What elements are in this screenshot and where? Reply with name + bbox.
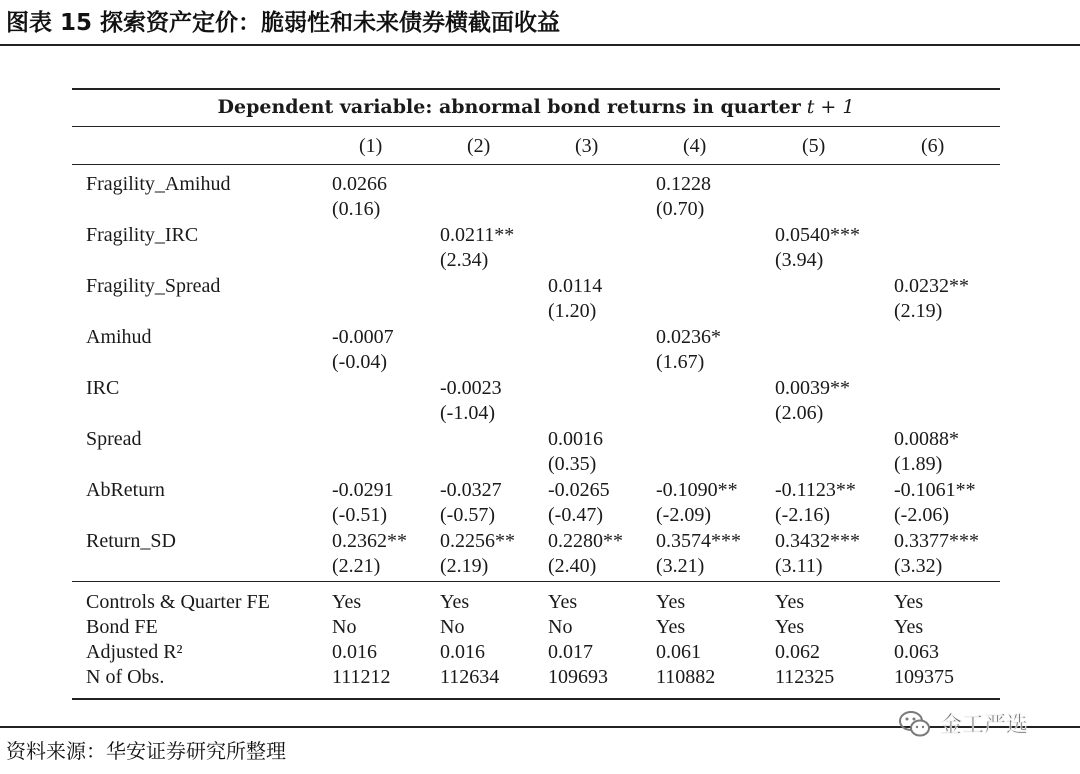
t-stat-cell: (1.67) (656, 351, 705, 373)
coefficient-cell: 0.0039** (775, 377, 850, 399)
header-rule (72, 126, 1000, 127)
stat-cell: 0.017 (548, 641, 593, 663)
dependent-variable-text: Dependent variable: abnormal bond returns in quarter (217, 96, 801, 118)
coefficient-cell: 0.2280** (548, 530, 623, 552)
t-stat-cell: (-2.16) (775, 504, 830, 526)
stat-cell: 0.061 (656, 641, 701, 663)
column-header: (1) (359, 135, 383, 157)
column-header: (5) (802, 135, 826, 157)
stat-cell: 0.016 (332, 641, 377, 663)
t-stat-cell: (0.35) (548, 453, 597, 475)
stat-cell: Yes (656, 616, 686, 638)
coefficient-cell: 0.3377*** (894, 530, 979, 552)
stat-cell: 0.016 (440, 641, 485, 663)
coefficient-cell: -0.0327 (440, 479, 502, 501)
row-label: Return_SD (86, 530, 176, 552)
coefficient-cell: 0.0540*** (775, 224, 860, 246)
coefficient-cell: 0.2256** (440, 530, 515, 552)
t-stat-cell: (2.19) (440, 555, 489, 577)
stat-cell: Yes (894, 616, 924, 638)
row-label: Amihud (86, 326, 152, 348)
coefficient-cell: 0.3432*** (775, 530, 860, 552)
coefficient-cell: -0.0291 (332, 479, 394, 501)
stat-cell: 0.062 (775, 641, 820, 663)
t-stat-cell: (3.21) (656, 555, 705, 577)
t-stat-cell: (3.94) (775, 249, 824, 271)
column-header: (2) (467, 135, 491, 157)
t-stat-cell: (3.32) (894, 555, 943, 577)
coefficient-cell: 0.1228 (656, 173, 711, 195)
source-note: 资料来源：华安证券研究所整理 (6, 739, 286, 763)
wechat-icon (898, 709, 932, 739)
t-stat-cell: (2.21) (332, 555, 381, 577)
coefficient-cell: 0.0088* (894, 428, 959, 450)
regression-table (72, 88, 1000, 700)
coefficient-cell: 0.0211** (440, 224, 515, 246)
t-stat-cell: (-1.04) (440, 402, 495, 424)
coefficient-cell: -0.0265 (548, 479, 610, 501)
table-top-rule (72, 88, 1000, 90)
coefficient-cell: 0.0232** (894, 275, 969, 297)
row-label: Fragility_Spread (86, 275, 221, 297)
row-label: Spread (86, 428, 142, 450)
row-label: IRC (86, 377, 120, 399)
stat-label: Adjusted R² (86, 641, 183, 663)
dependent-variable-math: t + 1 (806, 96, 855, 118)
coefficient-cell: -0.1061** (894, 479, 976, 501)
t-stat-cell: (1.89) (894, 453, 943, 475)
stat-label: Controls & Quarter FE (86, 591, 270, 613)
stat-cell: 112325 (775, 666, 835, 688)
coefficient-cell: -0.0023 (440, 377, 502, 399)
coefficient-cell: 0.0016 (548, 428, 603, 450)
stat-label: Bond FE (86, 616, 158, 638)
t-stat-cell: (2.40) (548, 555, 597, 577)
stat-cell: Yes (548, 591, 578, 613)
stat-cell: 110882 (656, 666, 716, 688)
stat-cell: 109693 (548, 666, 608, 688)
stat-cell: Yes (775, 591, 805, 613)
coefficient-cell: 0.0114 (548, 275, 603, 297)
watermark-text: 金工严选 (940, 713, 1029, 738)
row-label: AbReturn (86, 479, 165, 501)
t-stat-cell: (-0.04) (332, 351, 387, 373)
stat-cell: No (548, 616, 573, 638)
stat-cell: No (332, 616, 357, 638)
stat-cell: 111212 (332, 666, 391, 688)
coefficient-cell: -0.0007 (332, 326, 394, 348)
stat-cell: Yes (775, 616, 805, 638)
t-stat-cell: (1.20) (548, 300, 597, 322)
coefficient-cell: 0.3574*** (656, 530, 741, 552)
column-header-rule (72, 164, 1000, 165)
column-header: (3) (575, 135, 599, 157)
stat-label: N of Obs. (86, 666, 165, 688)
column-header: (6) (921, 135, 945, 157)
stat-cell: 0.063 (894, 641, 939, 663)
stat-cell: No (440, 616, 465, 638)
t-stat-cell: (3.11) (775, 555, 823, 577)
title-rule (0, 44, 1080, 46)
stats-separator-rule (72, 581, 1000, 582)
coefficient-cell: -0.1090** (656, 479, 738, 501)
stat-cell: Yes (656, 591, 686, 613)
column-header: (4) (683, 135, 707, 157)
figure-title: 图表 15 探索资产定价：脆弱性和未来债券横截面收益 (6, 10, 561, 36)
t-stat-cell: (0.16) (332, 198, 381, 220)
coefficient-cell: 0.2362** (332, 530, 407, 552)
stat-cell: Yes (332, 591, 362, 613)
stat-cell: 109375 (894, 666, 954, 688)
stat-cell: Yes (440, 591, 470, 613)
t-stat-cell: (2.34) (440, 249, 489, 271)
watermark (898, 708, 1028, 739)
stat-cell: Yes (894, 591, 924, 613)
coefficient-cell: 0.0266 (332, 173, 387, 195)
t-stat-cell: (0.70) (656, 198, 705, 220)
t-stat-cell: (-2.06) (894, 504, 949, 526)
coefficient-cell: 0.0236* (656, 326, 721, 348)
t-stat-cell: (-0.51) (332, 504, 387, 526)
table-bottom-rule (72, 698, 1000, 700)
coefficient-cell: -0.1123** (775, 479, 856, 501)
t-stat-cell: (2.06) (775, 402, 824, 424)
row-label: Fragility_Amihud (86, 173, 231, 195)
t-stat-cell: (-2.09) (656, 504, 711, 526)
t-stat-cell: (2.19) (894, 300, 943, 322)
dependent-variable-header (72, 96, 1000, 118)
stat-cell: 112634 (440, 666, 500, 688)
t-stat-cell: (-0.57) (440, 504, 495, 526)
row-label: Fragility_IRC (86, 224, 199, 246)
t-stat-cell: (-0.47) (548, 504, 603, 526)
